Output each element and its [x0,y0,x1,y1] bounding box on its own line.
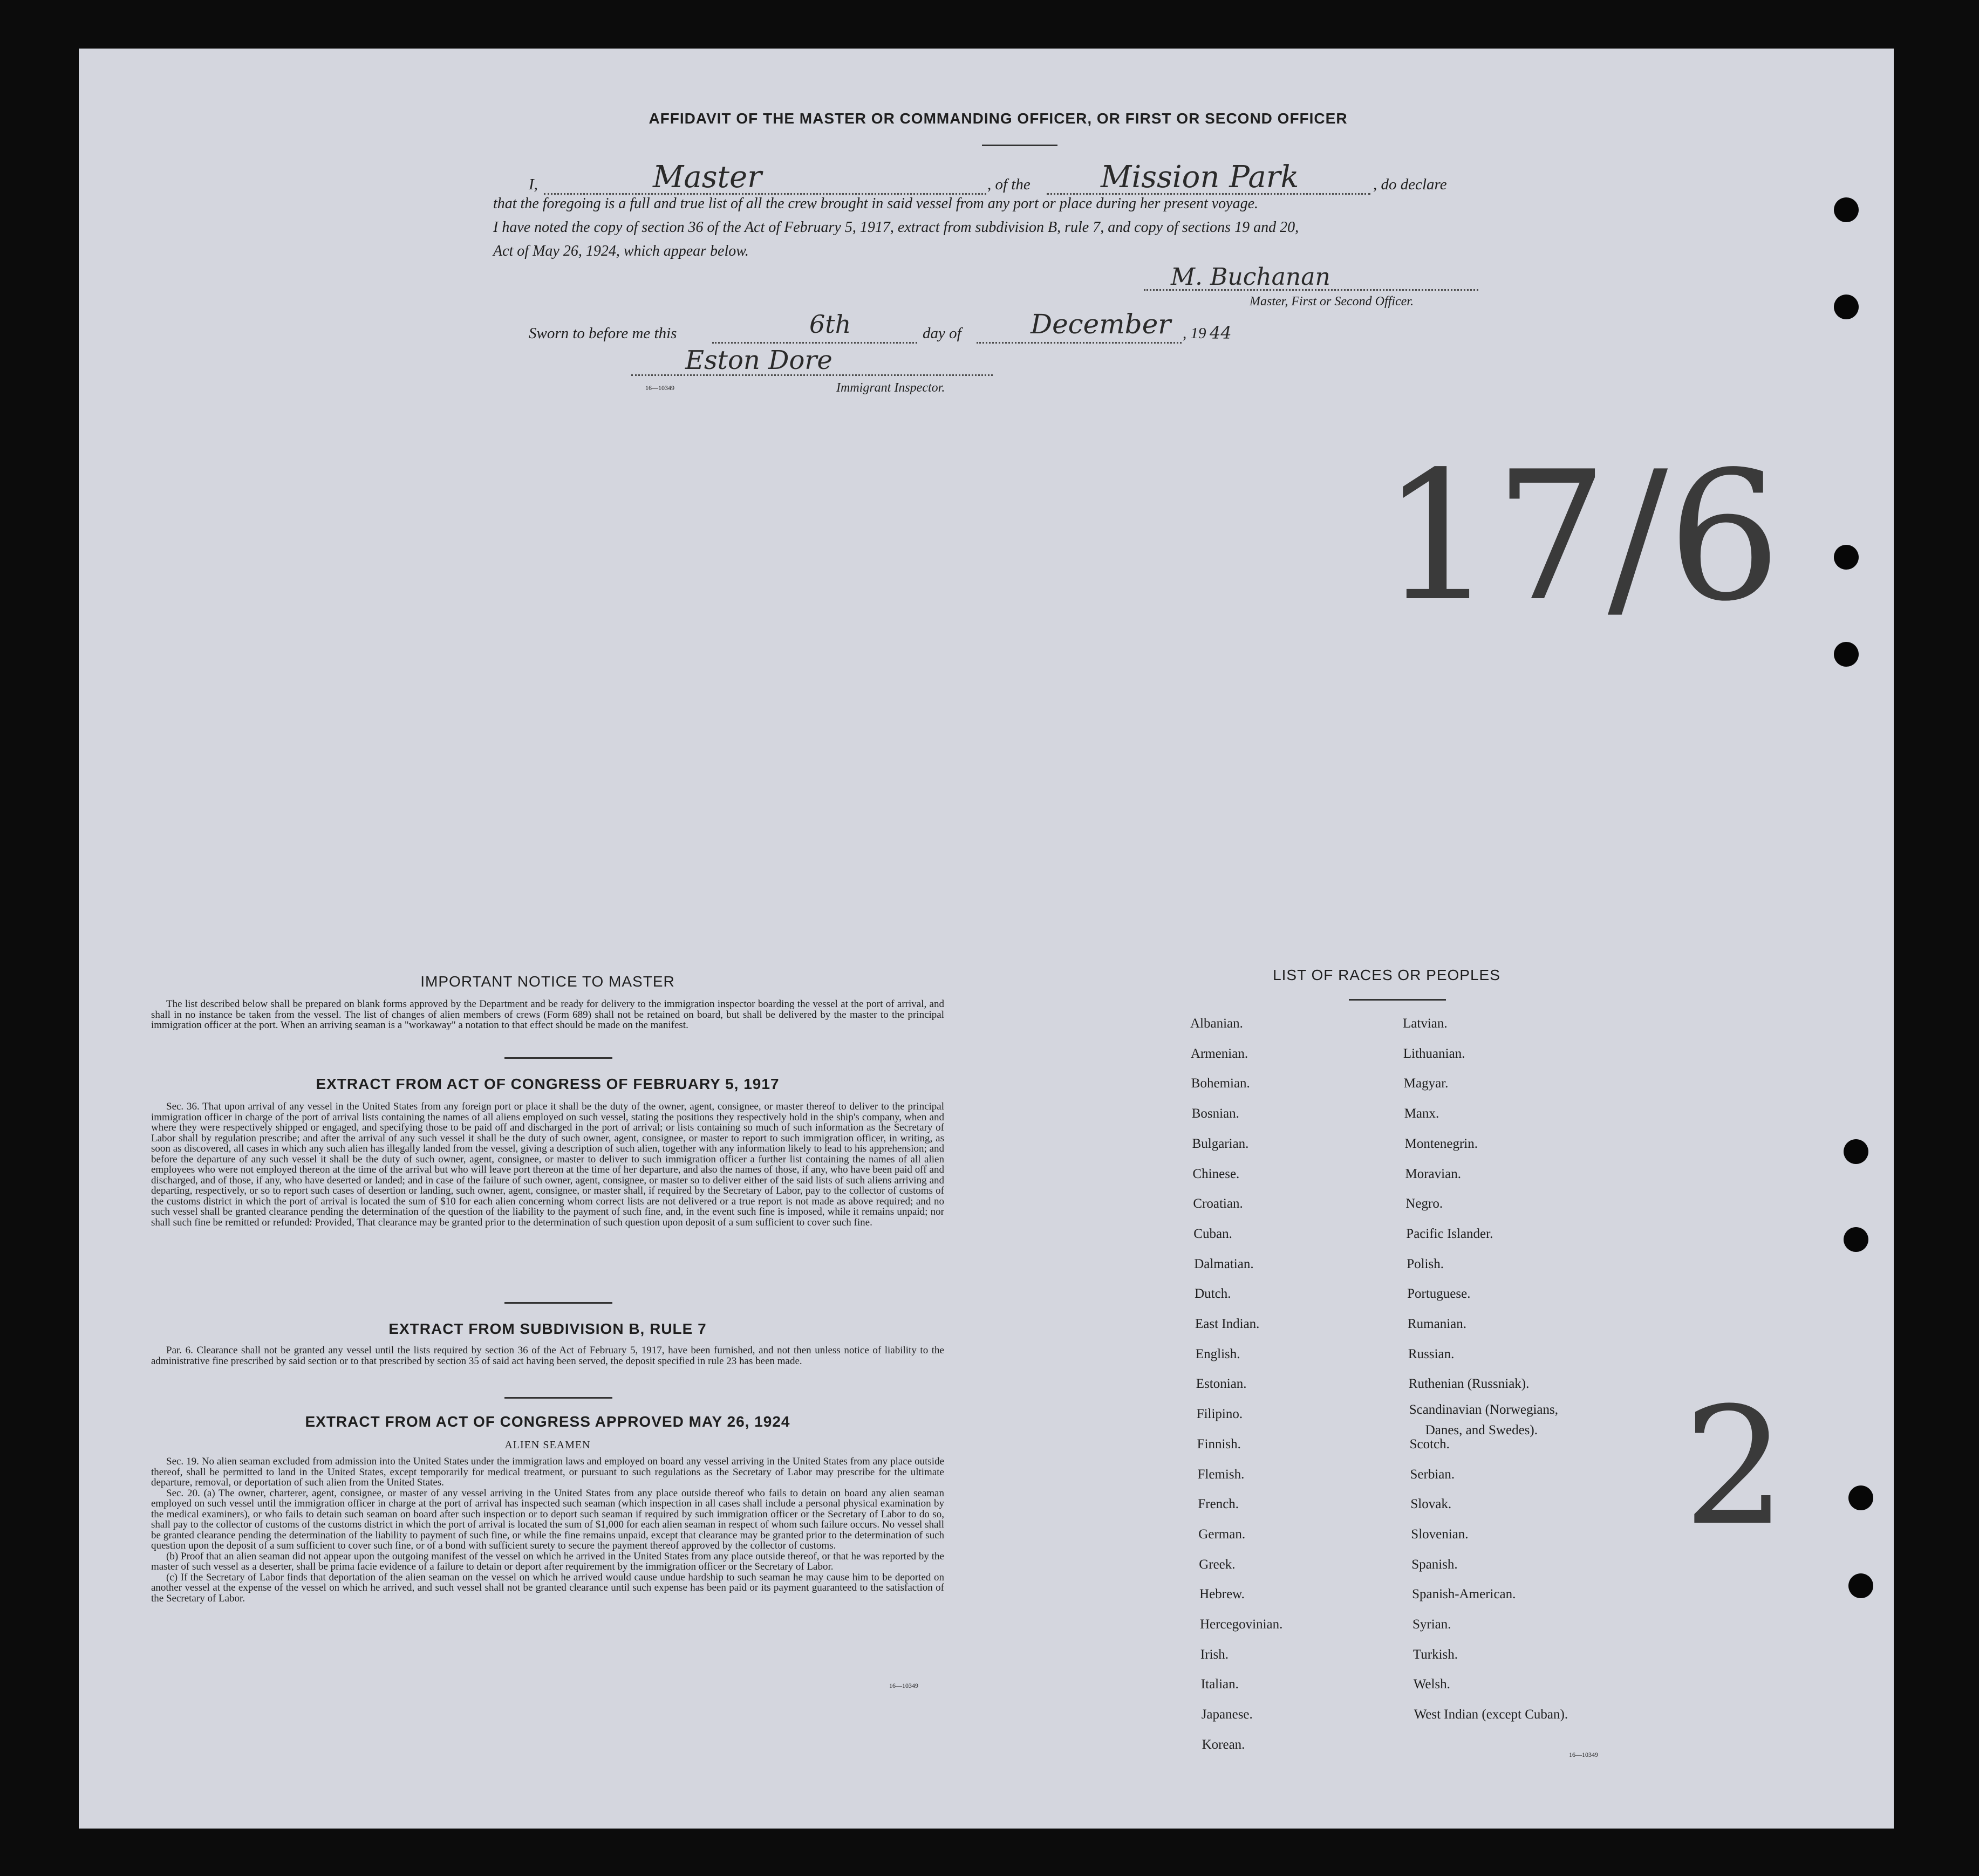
section-20a-text: Sec. 20. (a) The owner, charterer, agent, consignee, or master of any vessel arriving in the United States from any place outside thereof who fails to detain on board any alien seaman employed on such vessel until the immigration officer in charge at the port of arrival has inspected such seaman (which inspection in all cases shall include a personal physical examination by the medical examiners), or who fails to detain such seaman on board after such inspection or to deport such seaman if required by such immigration officer or the Secretary of Labor to do so, shall pay to the collector of customs of the customs district in which the port of arrival is located the sum of $1,000 for each alien seaman in respect of whom such failure occurs. No vessel shall be granted clearance pending the determination of the liability to payment of such fine, or while the fine remains unpaid, except that clearance may be granted prior to the determination of such question upon the deposit of a sum sufficient to cover such fine, or of a bond with sufficient surety to secure the payment thereof approved by the collector of customs. [151,1487,944,1551]
race-item: Dalmatian. [1194,1256,1254,1271]
extract-1924-title: EXTRACT FROM ACT OF CONGRESS APPROVED MAY 26, 1924 [305,1413,790,1430]
day-of-label: day of [923,325,961,342]
race-item: Irish. [1200,1647,1229,1662]
race-item: Hercegovinian. [1200,1617,1283,1632]
race-item: East Indian. [1195,1317,1260,1331]
race-item: Magyar. [1403,1076,1449,1091]
race-item: Portuguese. [1407,1286,1471,1302]
race-item: Bulgarian. [1192,1136,1249,1151]
race-item: Pacific Islander. [1406,1226,1493,1241]
handwritten-fraction: 17/6 [1381,433,1782,640]
signature-line [1144,288,1478,291]
notice-title: IMPORTANT NOTICE TO MASTER [420,973,675,990]
race-item: Danes, and Swedes). [1425,1423,1538,1438]
par-6-text: Par. 6. Clearance shall not be granted any vessel until the lists required by section 36 of the Act of February 5, 1917, have been furnished, and not then unless notice of liability to the administrative fine prescribed by said section or to that prescribed by section 35 of said act having been served, the deposit specified in rule 23 has been made. [151,1345,944,1367]
race-item: Turkish. [1412,1647,1458,1662]
master-name-field [544,172,986,195]
inspector-caption: Immigrant Inspector. [836,381,945,395]
affidavit-line-3: Act of May 26, 1924, which appear below. [493,243,749,259]
inspector-form-number: 16—10349 [645,384,674,392]
race-item: Serbian. [1410,1467,1455,1482]
race-item: Syrian. [1412,1617,1451,1632]
divider [504,1302,612,1304]
race-item: Bohemian. [1191,1076,1250,1091]
binder-hole [1834,197,1859,222]
race-item: Chinese. [1192,1166,1240,1181]
year-handwritten: 44 [1210,323,1232,343]
extract-1924-form-number: 16—10349 [889,1682,918,1689]
section-20b-text: (b) Proof that an alien seaman did not appear upon the outgoing manifest of the vessel on which he arrived in the United States from any place outside thereof, or that he was reported by the master of such vessel as a deserter, shall be prima facie evidence of a failure to detain or deport after requirement by the immigration officer or the Secretary of Labor. [151,1550,944,1572]
races-form-number: 16—10349 [1569,1751,1598,1758]
divider [982,145,1057,146]
race-item: Scandinavian (Norwegians, [1409,1402,1558,1418]
inspector-line [631,373,993,376]
race-item: Estonian. [1196,1377,1247,1392]
race-item: Latvian. [1403,1016,1448,1031]
divider [504,1397,612,1399]
race-item: Finnish. [1197,1436,1241,1451]
race-item: Slovak. [1410,1497,1452,1512]
race-item: Japanese. [1201,1707,1253,1722]
day-handwritten: 6th [809,310,851,339]
race-item: West Indian (except Cuban). [1414,1707,1568,1722]
race-item: French. [1198,1497,1239,1512]
race-item: Croatian. [1193,1196,1243,1211]
race-item: Korean. [1202,1737,1245,1752]
race-item: Polish. [1407,1256,1444,1271]
affidavit-title: AFFIDAVIT OF THE MASTER OR COMMANDING OFFICER, OR FIRST OR SECOND OFFICER [649,110,1348,127]
notice-body [151,999,944,1031]
vessel-name-handwritten: Mission Park [1101,160,1299,195]
extract-1924-subtitle: ALIEN SEAMEN [504,1439,591,1451]
signature-caption: Master, First or Second Officer. [1250,295,1414,309]
race-item: Spanish-American. [1412,1587,1516,1602]
extract-1924-body [151,1456,944,1604]
race-item: Scotch. [1409,1436,1450,1451]
binder-hole [1834,642,1859,667]
race-item: Montenegrin. [1404,1136,1478,1151]
section-20c-text: (c) If the Secretary of Labor finds that deportation of the alien seaman on the vessel on which he arrived would cause undue hardship to such seaman he may cause him to be deported on another vessel at the expense of the vessel on which he arrived, and such vessel shall not be granted clearance until such expense has been paid or its payment guaranteed to the satisfaction of the Secretary of Labor. [151,1571,944,1604]
section-36-text: Sec. 36. That upon arrival of any vessel in the United States from any foreign port or place it shall be the duty of the owner, agent, consignee, or master thereof to deliver to the principal immigration officer in charge of the port of arrival lists containing the names of all aliens employed on such vessel, stating the positions they respectively hold in the ship's company, when and where they were respectively shipped or engaged, and specifying those to be paid off and discharged in the port of arrival; or lists containing so much of such information as the Secretary of Labor shall by regulation prescribe; and after the arrival of any such vessel it shall be the duty of such owner, agent, consignee, or master to report to such immigration officer, in writing, as soon as discovered, all cases in which any such alien has illegally landed from the vessel, giving a description of such alien, together with any information likely to lead to his apprehension; and before the departure of any such vessel it shall be the duty of such owner, agent, consignee, or master to deliver to such immigration officer a further list containing the names of all alien employees who were not employed thereon at the time of the arrival but who will leave port thereon at the time of her departure, and also the names of those, if any, who have been paid off and discharged, and of those, if any, who have deserted or landed; and in case of the failure of such owner, agent, consignee, or master so to deliver either of the said lists of such aliens arriving and departing, respectively, or so to report such cases of desertion or landing, such owner, agent, consignee, or master shall, if required by the Secretary of Labor, pay to the collector of customs of the customs district in which the port of arrival is located the sum of $10 for each alien concerning whom correct lists are not delivered or a true report is not made as above required; and no such vessel shall be granted clearance pending the determination of the question of the liability to the payment of such fine, and, in the event such fine is imposed, while it remains unpaid; nor shall such fine be remitted or refunded: Provided, That clearance may be granted prior to the determination of such question upon deposit of a sum sufficient to cover such fine. [151,1101,944,1228]
notice-text: The list described below shall be prepared on blank forms approved by the Department and be ready for delivery to the immigration inspector boarding the vessel at the port of arrival, and shall in no instance be taken from the vessel. The list of changes of alien members of crews (Form 689) shall not be retained on board, but shall be delivered by the master to the principal immigration officer at the port. When an arriving seaman is a "workaway" a notation to that effect should be made on the manifest. [151,998,944,1031]
race-item: Armenian. [1190,1046,1248,1061]
binder-hole [1848,1573,1873,1598]
do-declare-label: , do declare [1373,176,1447,193]
race-item: Rumanian. [1408,1317,1467,1331]
affidavit-first-line [529,160,1500,198]
inspector-signature: Eston Dore [685,345,832,375]
master-signature: M. Buchanan [1171,263,1330,291]
handwritten-page-number: 2 [1683,1373,1786,1561]
month-handwritten: December [1031,309,1171,340]
extract-rule7-body [151,1345,944,1366]
affidavit-line-2: I have noted the copy of section 36 of the Act of February 5, 1917, extract from subdivision B, rule 7, and copy of sections 19 and 20, [493,219,1299,236]
extract-rule7-title: EXTRACT FROM SUBDIVISION B, RULE 7 [388,1320,707,1337]
sworn-line [529,309,1284,347]
master-name-handwritten: Master [653,160,762,195]
race-item: English. [1195,1346,1240,1361]
year-prefix-label: , 19 [1183,325,1206,342]
race-item: Manx. [1404,1106,1439,1121]
extract-1917-body [151,1101,944,1228]
race-item: Dutch. [1195,1286,1231,1302]
section-19-text: Sec. 19. No alien seaman excluded from admission into the United States under the immigration laws and employed on board any vessel arriving in the United States from any place outside thereof, shall be permitted to land in the United States, except temporarily for medical treatment, or pursuant to such regulations as the Secretary of Labor may prescribe for the ultimate departure, removal, or deportation of such alien from the United States. [151,1456,944,1488]
race-item: Ruthenian (Russniak). [1408,1377,1530,1392]
race-item: Italian. [1200,1677,1239,1692]
race-item: Bosnian. [1191,1106,1239,1121]
race-item: Albanian. [1190,1016,1243,1031]
divider [1349,999,1446,1001]
sworn-label: Sworn to before me this [529,325,677,342]
race-item: Spanish. [1411,1557,1458,1572]
binder-hole [1844,1227,1868,1252]
race-item: Slovenian. [1411,1526,1469,1542]
binder-hole [1848,1485,1873,1510]
race-item: Hebrew. [1199,1587,1245,1602]
of-the-label: , of the [987,176,1031,193]
i-label: I, [529,176,538,193]
race-item: Lithuanian. [1403,1046,1465,1061]
race-item: German. [1198,1526,1246,1542]
race-item: Negro. [1405,1196,1443,1211]
race-item: Filipino. [1196,1407,1243,1422]
binder-hole [1834,545,1859,570]
extract-1917-title: EXTRACT FROM ACT OF CONGRESS OF FEBRUARY 5, 1917 [316,1076,780,1092]
race-item: Moravian. [1405,1166,1461,1181]
race-item: Cuban. [1193,1226,1232,1241]
races-title: LIST OF RACES OR PEOPLES [1273,967,1500,983]
race-item: Russian. [1408,1346,1455,1361]
binder-hole [1844,1139,1868,1164]
race-item: Welsh. [1413,1677,1450,1692]
divider [504,1057,612,1059]
affidavit-line-1: that the foregoing is a full and true list of all the crew brought in said vessel from any port or place during her present voyage. [493,195,1259,212]
race-item: Flemish. [1197,1467,1245,1482]
race-item: Greek. [1199,1557,1236,1572]
binder-hole [1834,295,1859,319]
